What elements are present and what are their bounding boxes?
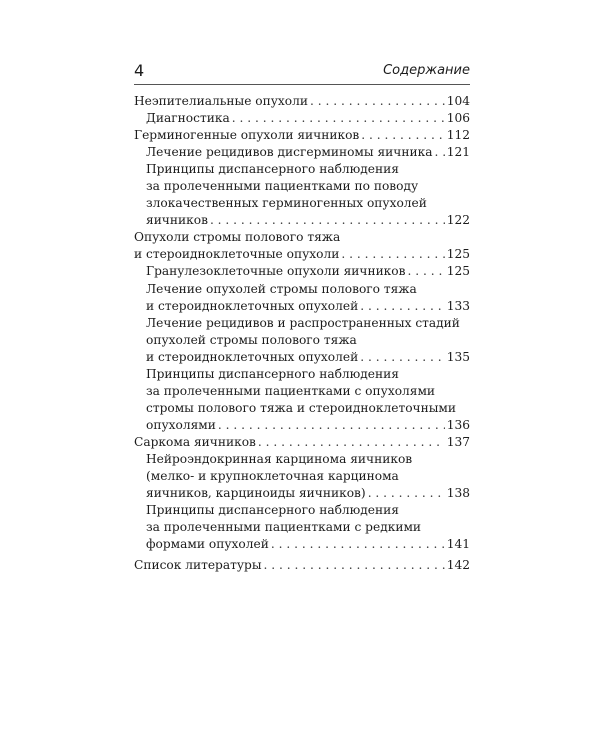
toc-entry-line: Лечение рецидивов и распространенных стадий (146, 315, 460, 330)
page-number: 4 (134, 61, 145, 80)
toc-entry-line: Принципы диспансерного наблюдения (146, 366, 399, 381)
section-title: Содержание (383, 63, 470, 78)
toc-entry-page: 135 (446, 349, 470, 364)
toc-entry-title: Герминогенные опухоли яичников (134, 128, 360, 143)
toc-entry[interactable] (134, 281, 470, 315)
toc-entry-page: 142 (446, 558, 470, 573)
toc-entry-page: 121 (446, 145, 470, 160)
dot-leader (271, 536, 445, 553)
dot-leader (264, 557, 445, 574)
toc-entry-page: 125 (446, 264, 470, 279)
toc-entry[interactable] (134, 161, 470, 229)
toc-entry-line: и стероидноклеточные опухоли (134, 247, 340, 262)
toc-entry-title: Лечение рецидивов дисгерминомы яичника (146, 145, 433, 160)
toc-entry-line: стромы полового тяжа и стероидноклеточными (146, 400, 457, 415)
toc-entry-line: и стероидноклеточных опухолей (146, 349, 359, 364)
dot-leader (368, 485, 445, 502)
toc-entry[interactable] (134, 451, 470, 502)
dot-leader (435, 144, 445, 161)
dot-leader (258, 434, 445, 451)
toc-entry-line: (мелко- и крупноклеточная карцинома (146, 469, 399, 484)
toc-entry-page: 136 (446, 417, 470, 432)
dot-leader (341, 246, 444, 263)
toc-entry[interactable] (134, 144, 470, 161)
toc-entry-title: Диагностика (146, 111, 230, 126)
toc-entry[interactable] (134, 229, 470, 263)
toc-entry-title: Гранулезоклеточные опухоли яичников (146, 264, 406, 279)
toc-entry-line: Лечение опухолей стромы полового тяжа (146, 281, 417, 296)
toc-entry-line: опухолей стромы полового тяжа (146, 332, 357, 347)
toc-entry-page: 125 (446, 247, 470, 262)
toc-entry[interactable] (134, 93, 470, 110)
toc-entry[interactable] (134, 315, 470, 366)
toc-entry-page: 106 (446, 111, 470, 126)
toc-entry-page: 138 (446, 486, 470, 501)
dot-leader (360, 298, 445, 315)
toc-entry-page: 122 (446, 213, 470, 228)
toc-entry-line: за пролеченными пациентками по поводу (146, 179, 419, 194)
toc-entry[interactable] (134, 366, 470, 434)
toc-entry-line: за пролеченными пациентками с редкими (146, 520, 422, 535)
table-of-contents (134, 93, 470, 574)
toc-entry-line: формами опухолей (146, 537, 269, 552)
toc-entry-line: яичников, карциноиды яичников) (146, 486, 366, 501)
toc-entry-page: 112 (446, 128, 470, 143)
toc-entry-title: Неэпителиальные опухоли (134, 94, 308, 108)
toc-entry-line: злокачественных герминогенных опухолей (146, 196, 427, 211)
dot-leader (210, 212, 445, 229)
toc-entry[interactable] (134, 557, 470, 574)
toc-entry[interactable] (134, 434, 470, 451)
toc-entry-line: за пролеченными пациентками с опухолями (146, 383, 436, 398)
toc-entry[interactable] (134, 502, 470, 553)
toc-entry-page: 133 (446, 298, 470, 313)
dot-leader (361, 127, 444, 144)
toc-entry-line: Нейроэндокринная карцинома яичников (146, 451, 413, 466)
toc-entry-line: Принципы диспансерного наблюдения (146, 503, 399, 518)
toc-entry-page: 104 (446, 94, 470, 108)
toc-entry[interactable] (134, 263, 470, 280)
toc-entry-line: опухолями (146, 417, 216, 432)
toc-entry-line: и стероидноклеточных опухолей (146, 298, 359, 313)
toc-entry-line: яичников (146, 213, 208, 228)
dot-leader (232, 110, 445, 127)
dot-leader (310, 93, 445, 110)
toc-entry[interactable] (134, 110, 470, 127)
dot-leader (218, 417, 445, 434)
page-header (134, 60, 470, 85)
toc-entry-title: Саркома яичников (134, 434, 256, 449)
toc-entry-page: 141 (446, 537, 470, 552)
toc-entry[interactable] (134, 127, 470, 144)
toc-entry-title: Список литературы (134, 558, 262, 573)
dot-leader (408, 263, 445, 280)
toc-entry-line: Принципы диспансерного наблюдения (146, 162, 399, 177)
toc-entry-line: Опухоли стромы полового тяжа (134, 230, 341, 245)
toc-entry-page: 137 (446, 434, 470, 449)
dot-leader (360, 349, 445, 366)
